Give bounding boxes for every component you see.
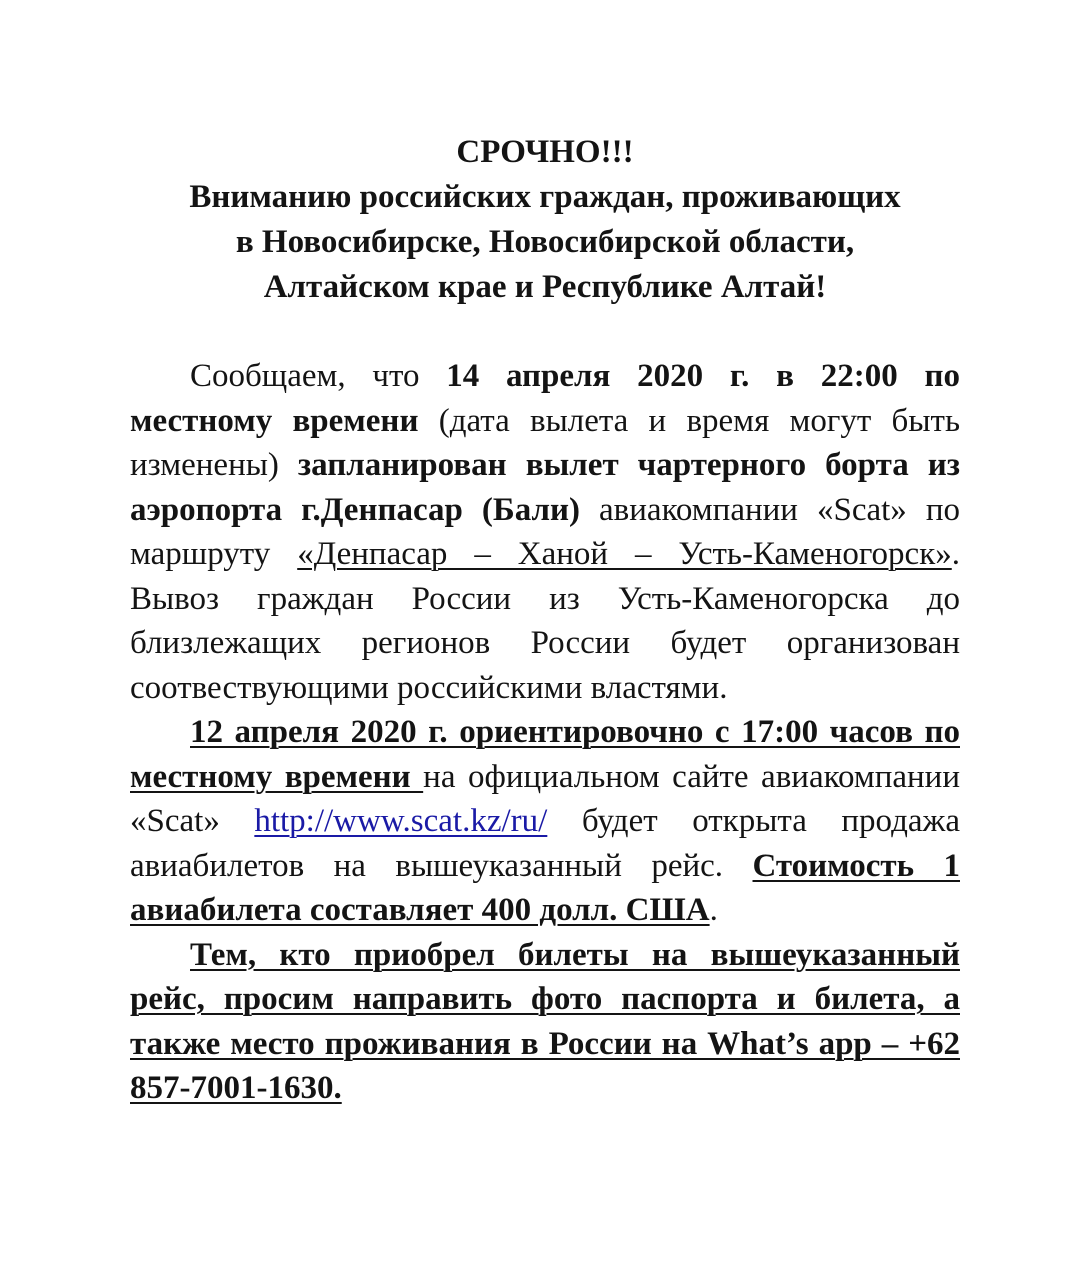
p1-text-2: (дата вылета и время могут быть изменены): [130, 402, 960, 483]
p2-ticket-price: Стоимость 1 авиабилета составляет 400 долл. США: [130, 847, 960, 928]
p2-text-1: на официальном сайте авиакомпании «Scat»: [130, 758, 960, 839]
p1-text-4: . Вывоз граждан России из Усть-Каменогорска до близлежащих регионов России будет организован соотвествующими российскими властями.: [130, 536, 960, 706]
p1-flight-datetime: 14 апреля 2020 г. в 22:00 по местному времени: [130, 358, 960, 439]
p1-text-3: авиакомпании «Scat» по маршруту: [130, 491, 960, 572]
p2-text-3: .: [709, 892, 718, 928]
p2-sales-datetime: 12 апреля 2020 г. ориентировочно с 17:00 часов по местному времени: [130, 714, 960, 795]
paragraph-ticket-sales: [130, 710, 960, 933]
p1-route: «Денпасар – Ханой – Усть-Каменогорск»: [297, 536, 952, 572]
paragraph-whatsapp-instructions: [130, 933, 960, 1111]
header-line-2: Вниманию российских граждан, проживающих: [189, 179, 901, 215]
paragraph-flight-announcement: [130, 354, 960, 710]
p1-text-1: Сообщаем, что: [190, 358, 447, 394]
p1-charter-flight: запланирован вылет чартерного борта из аэропорта г.Денпасар (Бали): [130, 447, 961, 528]
notice-header: [130, 130, 960, 310]
p2-text-2: будет открыта продажа авиабилетов на вышеуказанный рейс.: [130, 803, 960, 884]
header-line-3: в Новосибирске, Новосибирской области,: [235, 224, 855, 260]
scat-website-link[interactable]: http://www.scat.kz/ru/: [254, 803, 548, 839]
p3-instructions: Тем, кто приобрел билеты на вышеуказанный рейс, просим направить фото паспорта и билета, а также место проживания в России на What’s app – +62 857-7001-1630.: [130, 936, 960, 1106]
document-page: [130, 130, 960, 1111]
notice-body: [130, 354, 960, 1111]
urgent-title: СРОЧНО!!!: [456, 134, 634, 170]
header-line-4: Алтайском крае и Республике Алтай!: [263, 269, 827, 305]
